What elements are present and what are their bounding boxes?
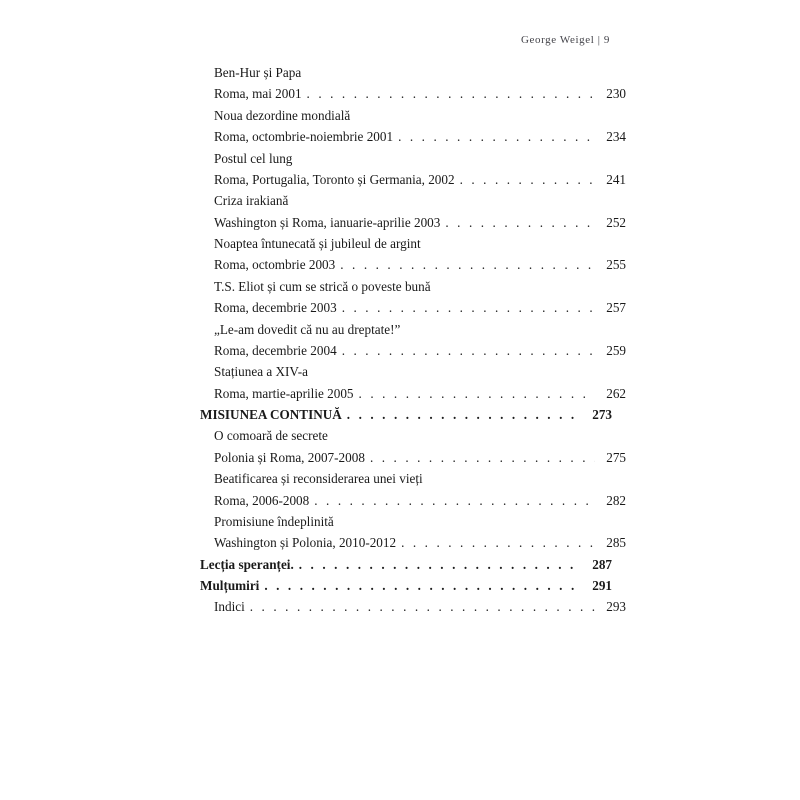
toc-entry[interactable] [200, 361, 626, 382]
toc-entry-title: Beatificarea și reconsiderarea unei vieți [214, 471, 423, 487]
toc-entry[interactable] [200, 105, 626, 126]
toc-entry-title: Washington și Polonia, 2010-2012 [214, 535, 397, 551]
toc-entry-title: Washington și Roma, ianuarie-aprilie 2003 [214, 214, 441, 230]
toc-leader-dots [299, 558, 581, 571]
toc-entry-title: T.S. Eliot și cum se strică o poveste bună [214, 278, 431, 294]
toc-leader-dots [293, 192, 595, 205]
toc-leader-dots [306, 64, 595, 77]
toc-entry-page-number: 255 [606, 257, 626, 273]
toc-entry-title: Roma, 2006-2008 [214, 492, 310, 508]
toc-entry[interactable] [200, 126, 626, 147]
toc-entry-title: Roma, mai 2001 [214, 86, 302, 102]
toc-leader-dots [340, 258, 595, 271]
toc-entry-page-number: 234 [606, 129, 626, 145]
toc-entry-title: Postul cel lung [214, 150, 293, 166]
toc-entry-page-number: 285 [606, 535, 626, 551]
toc-entry[interactable] [200, 575, 612, 596]
toc-entry-title: Mulțumiri [200, 578, 260, 593]
toc-entry[interactable] [200, 83, 626, 104]
toc-entry-title: Noaptea întunecată și jubileul de argint [214, 236, 421, 251]
toc-entry-title: Roma, martie-aprilie 2005 [214, 385, 354, 401]
toc-entry[interactable] [200, 190, 626, 211]
toc-entry-page-number: 230 [606, 86, 626, 102]
toc-entry-title: Polonia și Roma, 2007-2008 [214, 449, 365, 465]
toc-entry-page-number: 259 [606, 342, 626, 358]
toc-entry-title: Ben-Hur și Papa [214, 65, 302, 80]
toc-entry-title: „Le-am dovedit că nu au dreptate!” [214, 321, 401, 337]
toc-entry[interactable] [200, 319, 626, 340]
toc-entry-title: Roma, octombrie 2003 [214, 257, 336, 273]
toc-entry[interactable] [200, 554, 612, 575]
toc-leader-dots [297, 149, 595, 162]
toc-leader-dots [313, 363, 595, 376]
toc-entry-page-number: 293 [606, 599, 626, 615]
toc-leader-dots [342, 301, 595, 314]
toc-entry-title: Criza irakiană [214, 193, 289, 209]
toc-entry[interactable] [200, 276, 626, 297]
toc-leader-dots [339, 513, 595, 526]
toc-entry-title: Roma, decembrie 2003 [214, 300, 337, 316]
toc-entry[interactable] [200, 297, 626, 318]
toc-leader-dots [405, 320, 595, 333]
toc-entry-title: Promisiune îndeplinită [214, 513, 334, 529]
toc-leader-dots [250, 600, 595, 613]
toc-entry-title: Roma, decembrie 2004 [214, 342, 337, 358]
toc-leader-dots [401, 536, 595, 549]
toc-entry-page-number: 241 [606, 171, 626, 187]
toc-leader-dots [445, 216, 595, 229]
toc-entry[interactable] [200, 254, 626, 275]
toc-leader-dots [307, 87, 595, 100]
toc-entry[interactable] [200, 340, 626, 361]
toc-entry[interactable] [200, 511, 626, 532]
toc-leader-dots [347, 408, 581, 421]
toc-entry[interactable] [200, 468, 626, 489]
toc-entry[interactable] [200, 596, 626, 617]
toc-entry[interactable] [200, 169, 626, 190]
toc-entry-title: Roma, Portugalia, Toronto și Germania, 2002 [214, 171, 455, 187]
toc-entry-page-number: 287 [592, 556, 612, 572]
toc-leader-dots [370, 451, 595, 464]
toc-leader-dots [333, 427, 595, 440]
toc-entry[interactable] [200, 447, 626, 468]
toc-entry[interactable] [200, 404, 612, 425]
table-of-contents [200, 62, 626, 618]
toc-leader-dots [398, 130, 595, 143]
toc-entry-title: Indici [214, 599, 245, 615]
toc-entry-page-number: 262 [606, 385, 626, 401]
toc-leader-dots [428, 470, 595, 483]
toc-entry-title: Noua dezordine mondială [214, 107, 351, 123]
toc-entry[interactable] [200, 383, 626, 404]
toc-entry-title: MISIUNEA CONTINUĂ [200, 407, 342, 422]
toc-leader-dots [359, 387, 595, 400]
toc-leader-dots [426, 235, 595, 248]
toc-entry[interactable] [200, 233, 626, 254]
toc-leader-dots [314, 494, 595, 507]
toc-entry-title: Lecția speranței. [200, 556, 294, 572]
toc-entry-page-number: 257 [606, 300, 626, 316]
toc-entry-page-number: 275 [606, 449, 626, 465]
toc-leader-dots [355, 107, 595, 120]
toc-leader-dots [460, 173, 595, 186]
toc-entry[interactable] [200, 148, 626, 169]
running-head: George Weigel | 9 [520, 34, 610, 46]
toc-entry-page-number: 291 [592, 578, 612, 593]
toc-entry[interactable] [200, 490, 626, 511]
toc-entry-title: O comoară de secrete [214, 428, 328, 444]
toc-entry-page-number: 282 [606, 492, 626, 508]
toc-entry[interactable] [200, 532, 626, 553]
toc-entry[interactable] [200, 212, 626, 233]
toc-entry-page-number: 252 [606, 214, 626, 230]
toc-entry-title: Roma, octombrie-noiembrie 2001 [214, 129, 394, 145]
toc-entry-page-number: 273 [592, 407, 612, 422]
toc-entry-title: Stațiunea a XIV-a [214, 364, 308, 380]
toc-leader-dots [436, 278, 595, 291]
toc-leader-dots [342, 344, 595, 357]
toc-leader-dots [264, 579, 581, 592]
toc-entry[interactable] [200, 425, 626, 446]
toc-entry[interactable] [200, 62, 626, 83]
